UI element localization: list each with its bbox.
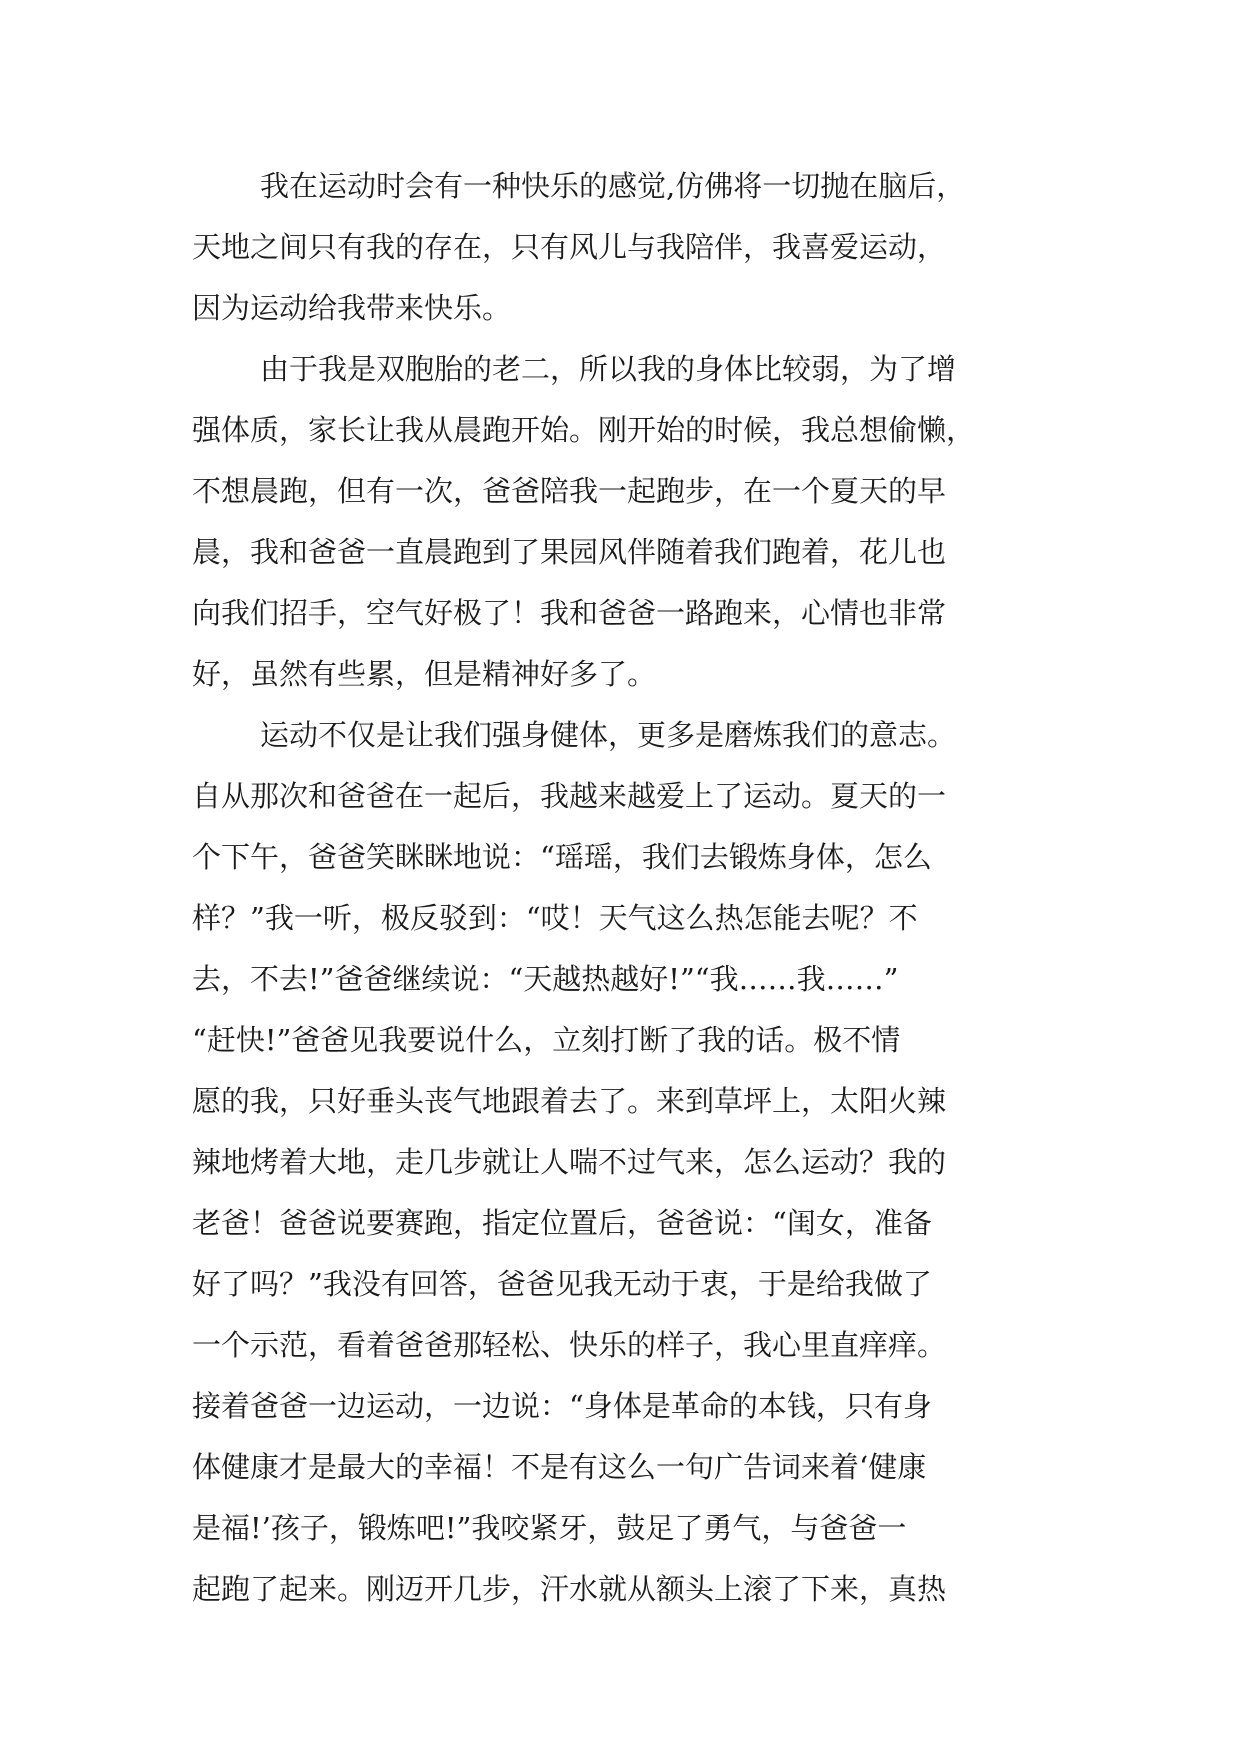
paragraph-3-line-5: 去，不去!”爸爸继续说：“天越热越好!”“我……我……” bbox=[192, 962, 899, 996]
paragraph-3-line-7: 愿的我，只好垂头丧气地跟着去了。来到草坪上，太阳火辣 bbox=[192, 1084, 947, 1118]
paragraph-2-line-2: 强体质，家长让我从晨跑开始。刚开始的时候，我总想偷懒， bbox=[192, 413, 976, 447]
paragraph-3-line-2: 自从那次和爸爸在一起后，我越来越爱上了运动。夏天的一 bbox=[192, 779, 947, 813]
paragraph-3-line-8: 辣地烤着大地，走几步就让人喘不过气来，怎么运动？我的 bbox=[192, 1145, 947, 1179]
paragraph-2-line-5: 向我们招手，空气好极了！我和爸爸一路跑来，心情也非常 bbox=[192, 596, 947, 630]
paragraph-3-line-4: 样？”我一听，极反驳到：“哎！天气这么热怎能去呢？不 bbox=[192, 901, 918, 935]
paragraph-3-line-3: 个下午，爸爸笑眯眯地说：“瑶瑶，我们去锻炼身体，怎么 bbox=[192, 840, 932, 874]
paragraph-3-line-14: 是福!’孩子，锻炼吧!”我咬紧牙，鼓足了勇气，与爸爸一 bbox=[192, 1511, 907, 1545]
document-body bbox=[192, 156, 1092, 1620]
paragraph-3-line-10: 好了吗？”我没有回答，爸爸见我无动于衷，于是给我做了 bbox=[192, 1267, 932, 1301]
paragraph-3-line-11: 一个示范，看着爸爸那轻松、快乐的样子，我心里直痒痒。 bbox=[192, 1328, 947, 1362]
paragraph-3-line-12: 接着爸爸一边运动，一边说：“身体是革命的本钱，只有身 bbox=[192, 1389, 932, 1423]
paragraph-2-line-1: 由于我是双胞胎的老二，所以我的身体比较弱，为了增 bbox=[260, 352, 957, 386]
paragraph-1-line-1: 我在运动时会有一种快乐的感觉,仿佛将一切抛在脑后， bbox=[260, 169, 966, 203]
paragraph-3-line-9: 老爸！爸爸说要赛跑，指定位置后，爸爸说：“闺女，准备 bbox=[192, 1206, 932, 1240]
paragraph-2-line-4: 晨，我和爸爸一直晨跑到了果园风伴随着我们跑着，花儿也 bbox=[192, 535, 947, 569]
paragraph-2-line-3: 不想晨跑，但有一次，爸爸陪我一起跑步，在一个夏天的早 bbox=[192, 474, 947, 508]
paragraph-3-line-15: 起跑了起来。刚迈开几步，汗水就从额头上滚了下来，真热 bbox=[192, 1572, 947, 1606]
paragraph-3-line-1: 运动不仅是让我们强身健体，更多是磨炼我们的意志。 bbox=[260, 718, 957, 752]
paragraph-1-line-2: 天地之间只有我的存在，只有风儿与我陪伴，我喜爱运动， bbox=[192, 230, 947, 264]
paragraph-2-line-6: 好，虽然有些累，但是精神好多了。 bbox=[192, 657, 657, 691]
paragraph-3-line-13: 体健康才是最大的幸福！不是有这么一句广告词来着‘健康 bbox=[192, 1450, 927, 1484]
paragraph-1-line-3: 因为运动给我带来快乐。 bbox=[192, 291, 512, 325]
paragraph-3-line-6: “赶快!”爸爸见我要说什么，立刻打断了我的话。极不情 bbox=[192, 1023, 901, 1057]
